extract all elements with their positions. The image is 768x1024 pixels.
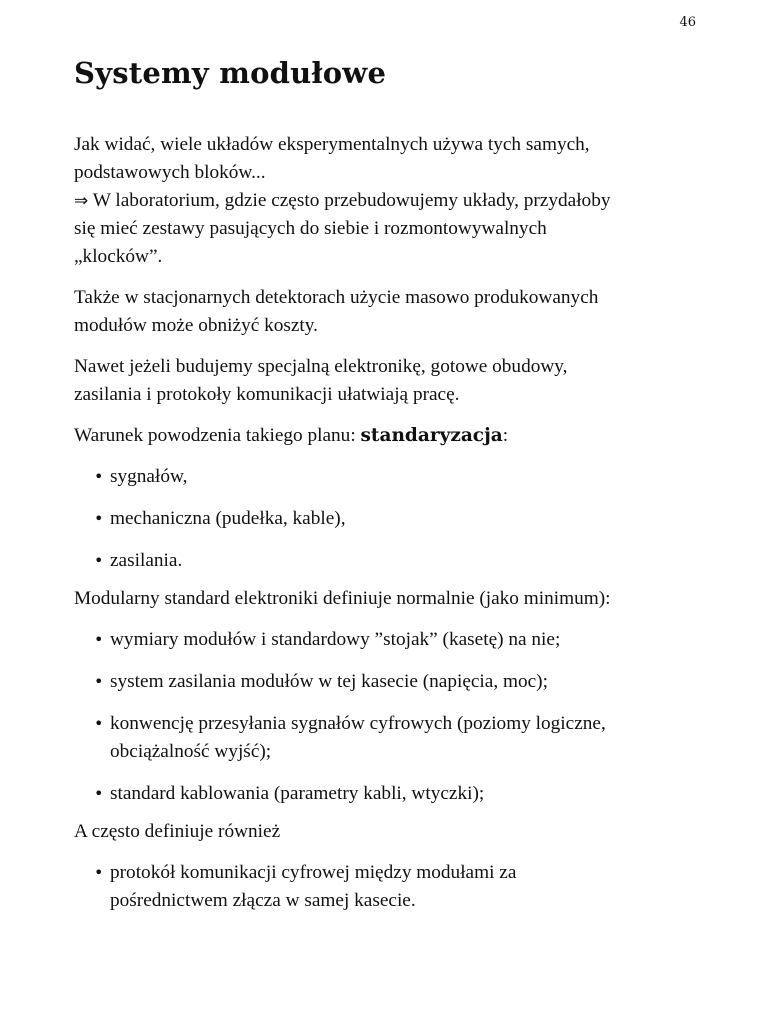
list-item-text: wymiary modułów i standardowy ”stojak” (kasetę) na nie; (110, 629, 561, 650)
list-item (74, 780, 704, 808)
list-item-text: konwencję przesyłania sygnałów cyfrowych (poziomy logiczne, (110, 713, 606, 734)
list-item-text: standard kablowania (parametry kabli, wtyczki); (110, 783, 485, 804)
bullet-icon: • (94, 672, 104, 691)
emphasis-standardization: standaryzacja (360, 425, 503, 446)
text-line: Jak widać, wiele układów eksperymentalnych używa tych samych, (74, 134, 590, 155)
implies-arrow-icon: ⇒ (74, 191, 89, 211)
bullet-icon: • (94, 509, 104, 528)
bullet-icon: • (94, 863, 104, 882)
list-item (74, 859, 704, 915)
text-line: A często definiuje również (74, 821, 281, 842)
text-fragment: W laboratorium, gdzie często przebudowujemy układy, przydałoby (88, 190, 611, 211)
list-item-text: zasilania. (110, 550, 183, 571)
text-line: się mieć zestawy pasujących do siebie i rozmontowywalnych (74, 218, 547, 239)
text-line: zasilania i protokoły komunikacji ułatwiają pracę. (74, 384, 460, 405)
list-item-text: sygnałów, (110, 466, 188, 487)
text-line (74, 422, 704, 450)
page-number: 46 (679, 15, 696, 30)
paragraph-also-defines (74, 818, 704, 846)
text-line: Nawet jeżeli budujemy specjalną elektronikę, gotowe obudowy, (74, 356, 568, 377)
paragraph-special-electronics (74, 353, 704, 409)
paragraph-condition (74, 422, 704, 450)
text-line: modułów może obniżyć koszty. (74, 315, 318, 336)
list-item-text: obciążalność wyjść); (110, 741, 272, 762)
text-line (74, 187, 704, 215)
text-fragment: : (502, 425, 509, 446)
text-line: podstawowych bloków... (74, 162, 266, 183)
bullet-icon: • (94, 630, 104, 649)
list-item-text: system zasilania modułów w tej kasecie (napięcia, moc); (110, 671, 548, 692)
bullet-icon: • (94, 714, 104, 733)
additional-definition-list (74, 859, 704, 915)
text-line: Modularny standard elektroniki definiuje normalnie (jako minimum): (74, 588, 611, 609)
standardization-list (74, 463, 704, 575)
text-fragment: Warunek powodzenia takiego planu: (74, 425, 361, 446)
page-title: Systemy modułowe (74, 56, 387, 90)
text-line: „klocków”. (74, 246, 163, 267)
list-item (74, 710, 704, 766)
list-item (74, 626, 704, 654)
bullet-icon: • (94, 467, 104, 486)
paragraph-intro (74, 131, 704, 271)
list-item (74, 505, 704, 533)
bullet-icon: • (94, 784, 104, 803)
document-body (74, 131, 704, 929)
paragraph-detectors (74, 284, 704, 340)
bullet-icon: • (94, 551, 104, 570)
list-item-text: mechaniczna (pudełka, kable), (110, 508, 346, 529)
minimum-definition-list (74, 626, 704, 808)
text-line: Także w stacjonarnych detektorach użycie masowo produkowanych (74, 287, 599, 308)
list-item (74, 668, 704, 696)
list-item-text: protokół komunikacji cyfrowej między modułami za (110, 862, 517, 883)
paragraph-modular-standard (74, 585, 704, 613)
list-item (74, 463, 704, 491)
list-item-text: pośrednictwem złącza w samej kasecie. (110, 890, 416, 911)
list-item (74, 547, 704, 575)
